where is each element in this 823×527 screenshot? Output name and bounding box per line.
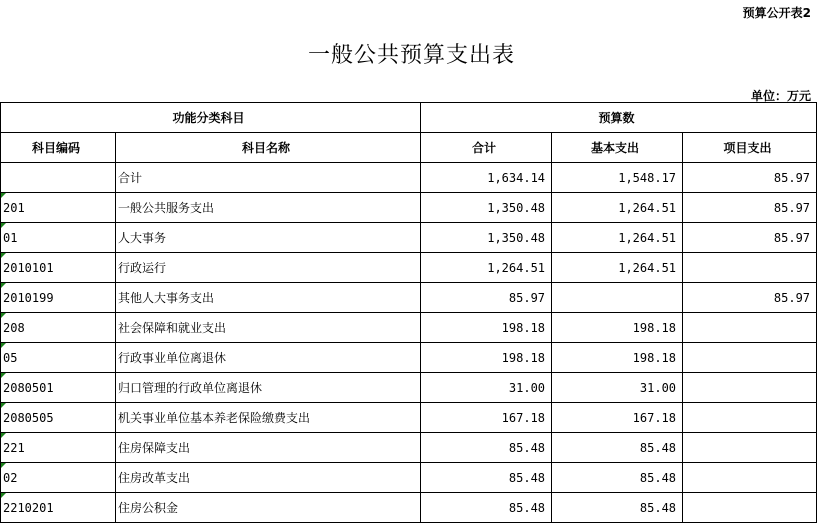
column-header-total: 合计 — [421, 133, 552, 163]
row-basic: 167.18 — [552, 403, 683, 433]
row-code: 201 — [1, 193, 116, 223]
row-project — [683, 463, 817, 493]
row-code: 2080501 — [1, 373, 116, 403]
row-basic: 1,264.51 — [552, 193, 683, 223]
row-project: 85.97 — [683, 283, 817, 313]
row-total: 1,350.48 — [421, 223, 552, 253]
row-code — [1, 163, 116, 193]
table-row — [1, 373, 817, 403]
column-header-row — [1, 133, 817, 163]
row-name: 住房改革支出 — [116, 463, 421, 493]
row-total: 167.18 — [421, 403, 552, 433]
row-basic: 85.48 — [552, 433, 683, 463]
row-name: 行政事业单位离退休 — [116, 343, 421, 373]
table-row — [1, 433, 817, 463]
table-row — [1, 283, 817, 313]
unit-label: 单位：万元 — [750, 89, 811, 103]
form-number: 预算公开表2 — [742, 6, 811, 20]
row-name: 归口管理的行政单位离退休 — [116, 373, 421, 403]
row-basic: 198.18 — [552, 313, 683, 343]
column-header-code: 科目编码 — [1, 133, 116, 163]
table-row — [1, 193, 817, 223]
table-row — [1, 163, 817, 193]
column-header-name: 科目名称 — [116, 133, 421, 163]
row-name: 其他人大事务支出 — [116, 283, 421, 313]
page-title: 一般公共预算支出表 — [307, 43, 515, 68]
row-project — [683, 373, 817, 403]
row-basic: 85.48 — [552, 493, 683, 523]
row-total: 1,350.48 — [421, 193, 552, 223]
row-code: 2080505 — [1, 403, 116, 433]
row-name: 一般公共服务支出 — [116, 193, 421, 223]
row-basic: 31.00 — [552, 373, 683, 403]
row-project — [683, 313, 817, 343]
table-row — [1, 403, 817, 433]
row-basic — [552, 283, 683, 313]
row-total: 85.48 — [421, 493, 552, 523]
row-basic: 1,264.51 — [552, 223, 683, 253]
table-row — [1, 343, 817, 373]
budget-table — [0, 102, 817, 523]
column-header-basic: 基本支出 — [552, 133, 683, 163]
table-row — [1, 463, 817, 493]
group-header-budget: 预算数 — [421, 103, 817, 133]
column-header-project: 项目支出 — [683, 133, 817, 163]
row-name: 合计 — [116, 163, 421, 193]
row-project: 85.97 — [683, 223, 817, 253]
row-total: 85.48 — [421, 433, 552, 463]
row-code: 05 — [1, 343, 116, 373]
group-header-row — [1, 103, 817, 133]
table-row — [1, 313, 817, 343]
row-total: 198.18 — [421, 313, 552, 343]
row-name: 机关事业单位基本养老保险缴费支出 — [116, 403, 421, 433]
table-row — [1, 223, 817, 253]
row-total: 85.48 — [421, 463, 552, 493]
table-row — [1, 253, 817, 283]
row-project: 85.97 — [683, 193, 817, 223]
row-total: 198.18 — [421, 343, 552, 373]
row-code: 2010101 — [1, 253, 116, 283]
row-project — [683, 433, 817, 463]
row-total: 1,264.51 — [421, 253, 552, 283]
row-code: 02 — [1, 463, 116, 493]
row-name: 社会保障和就业支出 — [116, 313, 421, 343]
row-project — [683, 493, 817, 523]
row-basic: 85.48 — [552, 463, 683, 493]
row-name: 行政运行 — [116, 253, 421, 283]
group-header-functional: 功能分类科目 — [1, 103, 421, 133]
row-basic: 1,264.51 — [552, 253, 683, 283]
row-code: 2010199 — [1, 283, 116, 313]
table-row — [1, 493, 817, 523]
row-name: 人大事务 — [116, 223, 421, 253]
row-code: 01 — [1, 223, 116, 253]
row-name: 住房公积金 — [116, 493, 421, 523]
row-basic: 1,548.17 — [552, 163, 683, 193]
row-code: 2210201 — [1, 493, 116, 523]
row-code: 221 — [1, 433, 116, 463]
row-code: 208 — [1, 313, 116, 343]
row-basic: 198.18 — [552, 343, 683, 373]
row-total: 85.97 — [421, 283, 552, 313]
row-total: 31.00 — [421, 373, 552, 403]
row-project — [683, 403, 817, 433]
row-total: 1,634.14 — [421, 163, 552, 193]
row-project: 85.97 — [683, 163, 817, 193]
row-project — [683, 343, 817, 373]
row-name: 住房保障支出 — [116, 433, 421, 463]
row-project — [683, 253, 817, 283]
